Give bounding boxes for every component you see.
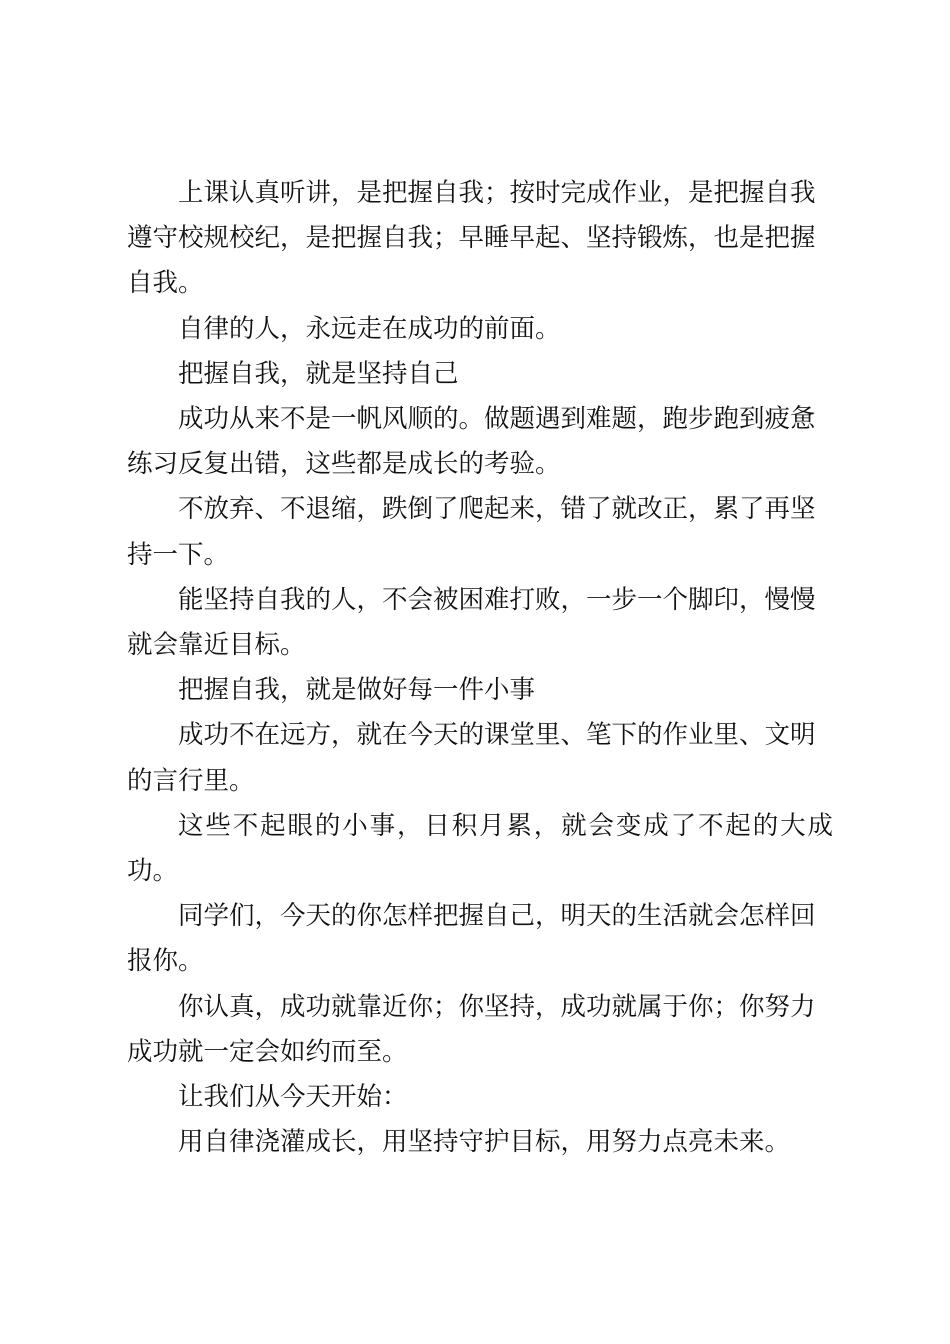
paragraph (127, 578, 833, 668)
text-line: 自律的人，永远走在成功的前面。 (178, 313, 561, 344)
text-line: 你认真，成功就靠近你；你坚持，成功就属于你；你努力 (178, 991, 816, 1022)
text-line: 持一下。 (127, 539, 230, 570)
text-line: 不放弃、不退缩，跌倒了爬起来，错了就改正，累了再坚 (178, 494, 816, 525)
text-line: 上课认真听讲，是把握自我；按时完成作业，是把握自我 (178, 178, 816, 208)
paragraph (127, 171, 833, 307)
section-heading (127, 668, 833, 713)
text-line: 能坚持自我的人，不会被困难打败，一步一个脚印，慢慢 (178, 584, 816, 615)
text-line: 就会靠近目标。 (127, 630, 306, 661)
text-line: 自我。 (127, 268, 204, 299)
paragraph (127, 804, 833, 894)
text-line: 成功就一定会如约而至。 (127, 1036, 408, 1067)
text-line: 报你。 (127, 946, 204, 977)
paragraph (127, 1075, 833, 1120)
text-line: 让我们从今天开始： (178, 1082, 408, 1113)
paragraph (127, 985, 833, 1075)
paragraph (127, 1120, 833, 1165)
text-line: 成功不在远方，就在今天的课堂里、笔下的作业里、文明 (178, 720, 816, 751)
text-line: 的言行里。 (127, 765, 255, 796)
text-line: 练习反复出错，这些都是成长的考验。 (127, 449, 561, 480)
text-line: 这些不起眼的小事，日积月累，就会变成了不起的大成功。 (127, 810, 833, 887)
text-line: 把握自我，就是坚持自己 (178, 358, 459, 389)
text-line: 把握自我，就是做好每一件小事 (178, 675, 536, 706)
paragraph (127, 487, 833, 577)
document-page (127, 171, 833, 1165)
paragraph (127, 894, 833, 984)
text-line: 遵守校规校纪，是把握自我；早睡早起、坚持锻炼，也是把握 (127, 223, 816, 254)
text-line: 成功从来不是一帆风顺的。做题遇到难题，跑步跑到疲惫 (178, 404, 816, 435)
text-line: 用自律浇灌成长，用坚持守护目标，用努力点亮未来。 (178, 1127, 791, 1158)
paragraph (127, 713, 833, 803)
paragraph (127, 397, 833, 487)
paragraph (127, 307, 833, 352)
section-heading (127, 352, 833, 397)
text-line: 同学们，今天的你怎样把握自己，明天的生活就会怎样回 (178, 901, 816, 932)
